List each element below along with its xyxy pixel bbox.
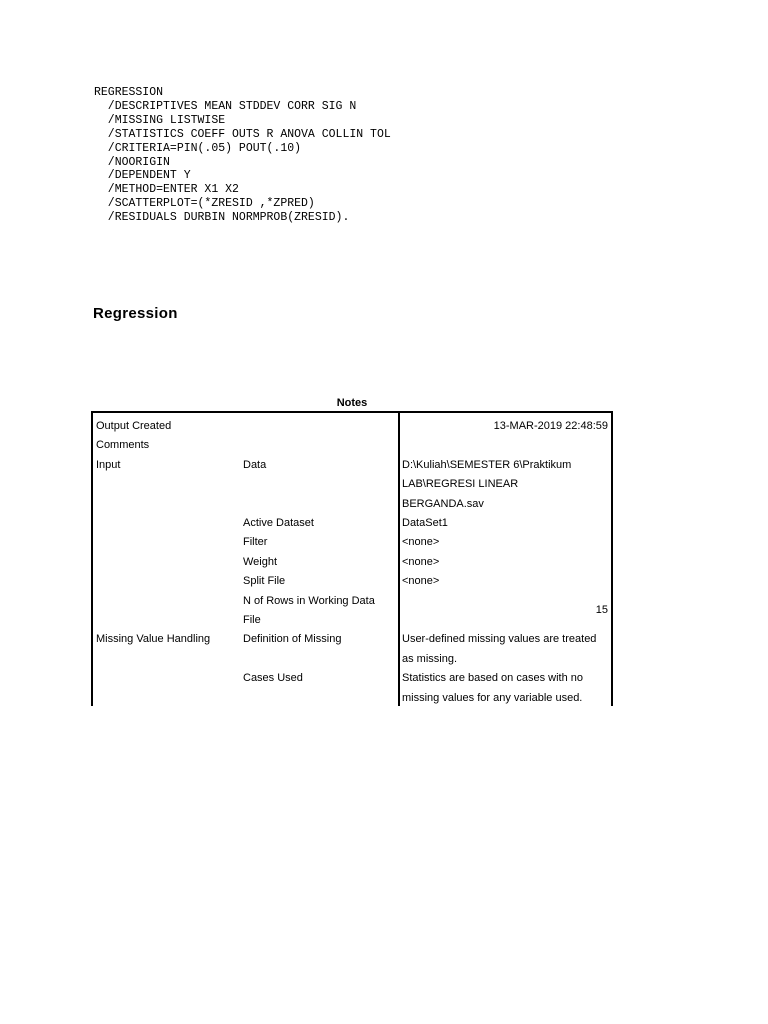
row-label-output-created: Output Created (96, 420, 172, 432)
value-weight: <none> (402, 555, 440, 568)
value-data-line: LAB\REGRESI LINEAR (402, 478, 519, 491)
syntax-line: /METHOD=ENTER X1 X2 (94, 183, 239, 197)
sub-label-split-file: Split File (243, 575, 286, 588)
value-active-dataset: DataSet1 (402, 517, 448, 529)
syntax-line: /DESCRIPTIVES MEAN STDDEV CORR SIG N (94, 99, 357, 113)
syntax-block (94, 86, 391, 225)
value-data-line: BERGANDA.sav (402, 497, 484, 510)
sub-label-filter: Filter (243, 536, 268, 549)
sub-label-active-dataset: Active Dataset (243, 517, 314, 529)
syntax-line: /CRITERIA=PIN(.05) POUT(.10) (94, 141, 302, 155)
row-label-missing-value-handling: Missing Value Handling (96, 633, 211, 646)
value-filter: <none> (402, 536, 440, 549)
value-definition-line: as missing. (402, 652, 458, 665)
row-label-comments: Comments (96, 439, 150, 452)
value-cases-used-line: missing values for any variable used. (402, 691, 583, 704)
sub-label-n-rows: N of Rows in Working Data (243, 594, 375, 607)
value-cases-used-line: Statistics are based on cases with no (402, 672, 583, 685)
syntax-line: /NOORIGIN (94, 155, 170, 169)
sub-label-definition-of-missing: Definition of Missing (243, 633, 342, 646)
value-n-rows: 15 (595, 604, 608, 617)
sub-label-weight: Weight (243, 555, 278, 568)
section-heading: Regression (93, 305, 178, 322)
syntax-line: /DEPENDENT Y (94, 169, 191, 183)
syntax-line: /SCATTERPLOT=(*ZRESID ,*ZPRED) (94, 197, 315, 211)
table-title: Notes (336, 397, 368, 409)
syntax-line: REGRESSION (94, 86, 164, 99)
value-definition-line: User-defined missing values are treated (402, 633, 597, 646)
sub-label-data: Data (243, 458, 267, 471)
value-data-line: D:\Kuliah\SEMESTER 6\Praktikum (402, 458, 572, 471)
notes-table (91, 411, 613, 706)
column-divider (398, 413, 400, 706)
sub-label-cases-used: Cases Used (243, 672, 303, 685)
row-label-input: Input (96, 458, 121, 471)
syntax-line: /MISSING LISTWISE (94, 113, 226, 127)
sub-label-n-rows: File (243, 614, 261, 626)
value-output-created: 13-MAR-2019 22:48:59 (493, 420, 608, 432)
syntax-line: /RESIDUALS DURBIN NORMPROB(ZRESID). (94, 211, 350, 225)
syntax-line: /STATISTICS COEFF OUTS R ANOVA COLLIN TOL (94, 127, 391, 141)
value-split-file: <none> (402, 575, 440, 588)
